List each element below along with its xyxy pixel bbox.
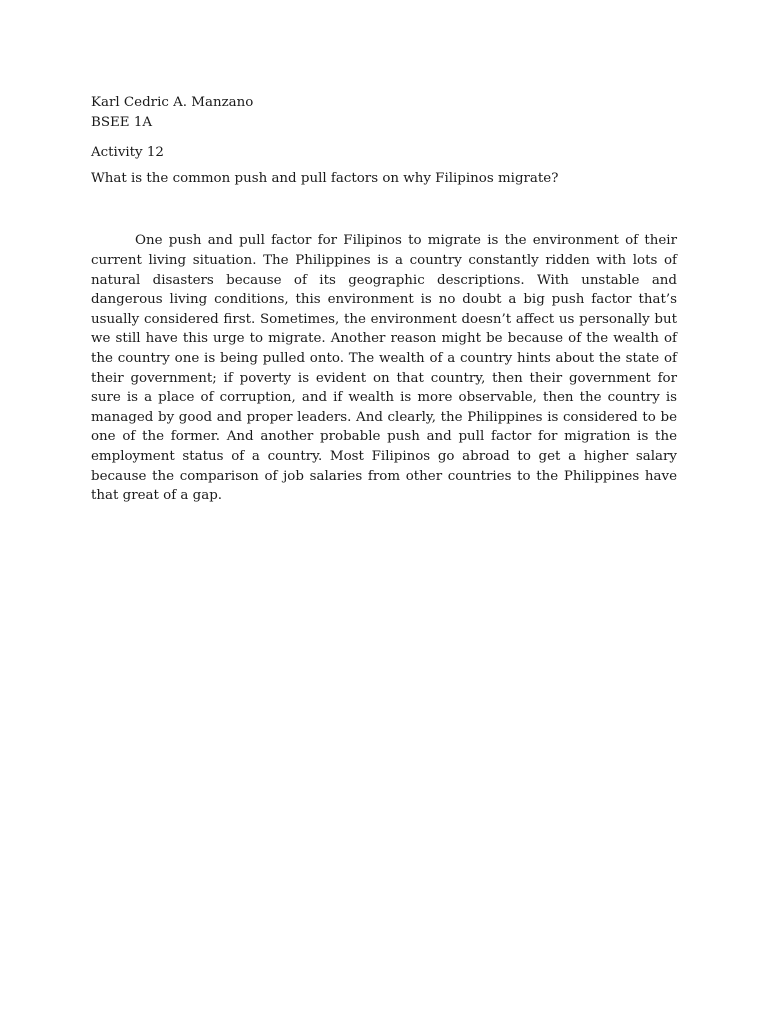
answer-paragraph: One push and pull factor for Filipinos to migrate is the environment of their current living situation. The Philippines is a country constantly ridden with lots of natural disasters because of its geographic descriptions. With unstable and dangerous living conditions, this environment is no doubt a big push factor that’s usually considered first. Sometimes, the environment doesn’t affect us personally but we still have this urge to migrate. Another reason might be because of the wealth of the country one is being pulled onto. The wealth of a country hints about the state of their government; if poverty is evident on that country, then their government for sure is a place of corruption, and if wealth is more observable, then the country is managed by good and proper leaders. And clearly, the Philippines is considered to be one of the former. And another probable push and pull factor for migration is the employment status of a country. Most Filipinos go abroad to get a higher salary because the comparison of job salaries from other countries to the Philippines have that great of a gap.	[91, 233, 677, 504]
document-content	[91, 93, 677, 506]
author-name: Karl Cedric A. Manzano	[91, 95, 254, 110]
question-text: What is the common push and pull factors on why Filipinos migrate?	[91, 170, 559, 186]
activity-title: Activity 12	[91, 145, 164, 161]
course-section: BSEE 1A	[91, 114, 153, 130]
